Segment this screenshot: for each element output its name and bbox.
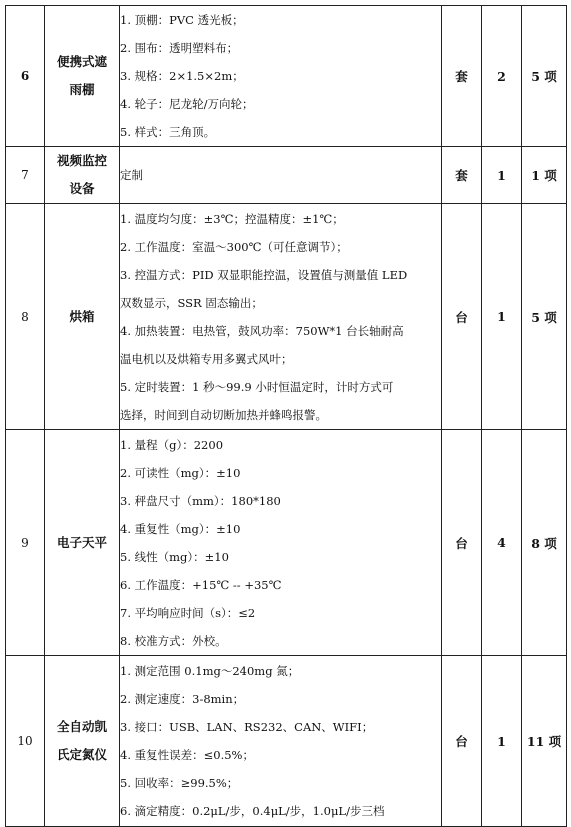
spec-line: 2. 测定速度：3-8min； [120,692,245,706]
spec-line: 2. 工作温度：室温～300℃（可任意调节）； [120,239,348,254]
item-name [45,656,120,827]
item-name-line: 便携式遮 [56,54,107,69]
table-row [6,204,567,430]
spec-line: 5. 线性（mg）：±10 [120,549,229,564]
spec-line: 双数显示，SSR 固态输出； [120,295,263,310]
spec-line: 3. 接口：USB、LAN、RS232、CAN、WIFI； [120,720,374,734]
spec-line: 定制 [120,168,143,182]
table-row [6,147,567,204]
item-total: 11 项 [522,656,567,827]
spec-line: 5. 回收率：≥99.5%； [120,776,239,790]
item-spec [120,656,442,827]
item-quantity: 2 [482,6,522,147]
row-number: 7 [6,147,45,204]
item-total: 5 项 [522,6,567,147]
table-row [6,6,567,147]
spec-line: 6. 工作温度：+15℃ -- +35℃ [120,577,282,592]
item-name-line: 电子天平 [56,534,107,550]
item-quantity: 4 [482,430,522,656]
spec-line: 4. 加热装置：电热管，鼓风功率：750W*1 台长轴耐高 [120,323,404,338]
spec-line: 1. 顶棚：PVC 透光板； [120,13,244,27]
row-number: 9 [6,430,45,656]
item-name-line: 设备 [69,181,95,196]
spec-line: 选择，时间到自动切断加热并蜂鸣报警。 [120,407,327,422]
item-quantity: 1 [482,147,522,204]
equipment-spec-table [5,5,567,827]
item-name [45,204,120,430]
item-name-line: 视频监控 [56,153,107,168]
spec-line: 8. 校准方式：外校。 [120,633,227,648]
spec-line: 4. 轮子：尼龙轮/万向轮； [120,97,254,111]
item-total: 8 项 [522,430,567,656]
spec-line: 2. 围布：透明塑料布； [120,41,239,55]
spec-line: 4. 重复性（mg）：±10 [120,521,241,536]
spec-line: 1. 量程（g）：2200 [120,437,224,452]
spec-line: 7. 平均响应时间（s）：≤2 [120,605,256,620]
item-name [45,147,120,204]
item-total: 5 项 [522,204,567,430]
spec-line: 2. 可读性（mg）：±10 [120,465,241,480]
item-spec [120,6,442,147]
item-spec [120,204,442,430]
row-number: 10 [6,656,45,827]
item-name-line: 全自动凯 [56,719,107,734]
item-total: 1 项 [522,147,567,204]
item-quantity: 1 [482,656,522,827]
spec-line: 3. 秤盘尺寸（mm）：180*180 [120,493,281,508]
item-name [45,6,120,147]
spec-line: 3. 规格：2×1.5×2m； [120,69,244,83]
item-unit: 套 [442,147,482,204]
item-unit: 台 [442,656,482,827]
table-row [6,430,567,656]
item-spec [120,430,442,656]
item-unit: 套 [442,6,482,147]
item-name [45,430,120,656]
item-unit: 台 [442,204,482,430]
spec-line: 1. 温度均匀度：±3℃；控温精度：±1℃； [120,211,344,226]
item-name-line: 烘箱 [69,308,95,324]
spec-line: 1. 测定范围 0.1mg～240mg 氮； [120,664,300,678]
item-spec [120,147,442,204]
spec-line: 3. 控温方式：PID 双显职能控温，设置值与测量值 LED [120,267,408,282]
item-quantity: 1 [482,204,522,430]
spec-line: 5. 定时装置：1 秒～99.9 小时恒温定时，计时方式可 [120,379,394,394]
spec-line: 6. 滴定精度：0.2μL/步，0.4μL/步，1.0μL/步三档 [120,804,385,818]
row-number: 8 [6,204,45,430]
item-unit: 台 [442,430,482,656]
spec-line: 4. 重复性误差：≤0.5%； [120,748,254,762]
item-name-line: 氏定氮仪 [56,747,107,762]
row-number: 6 [6,6,45,147]
spec-line: 5. 样式：三角顶。 [120,125,216,139]
table-row [6,656,567,827]
item-name-line: 雨棚 [69,82,95,97]
spec-line: 温电机以及烘箱专用多翼式风叶； [120,351,293,366]
